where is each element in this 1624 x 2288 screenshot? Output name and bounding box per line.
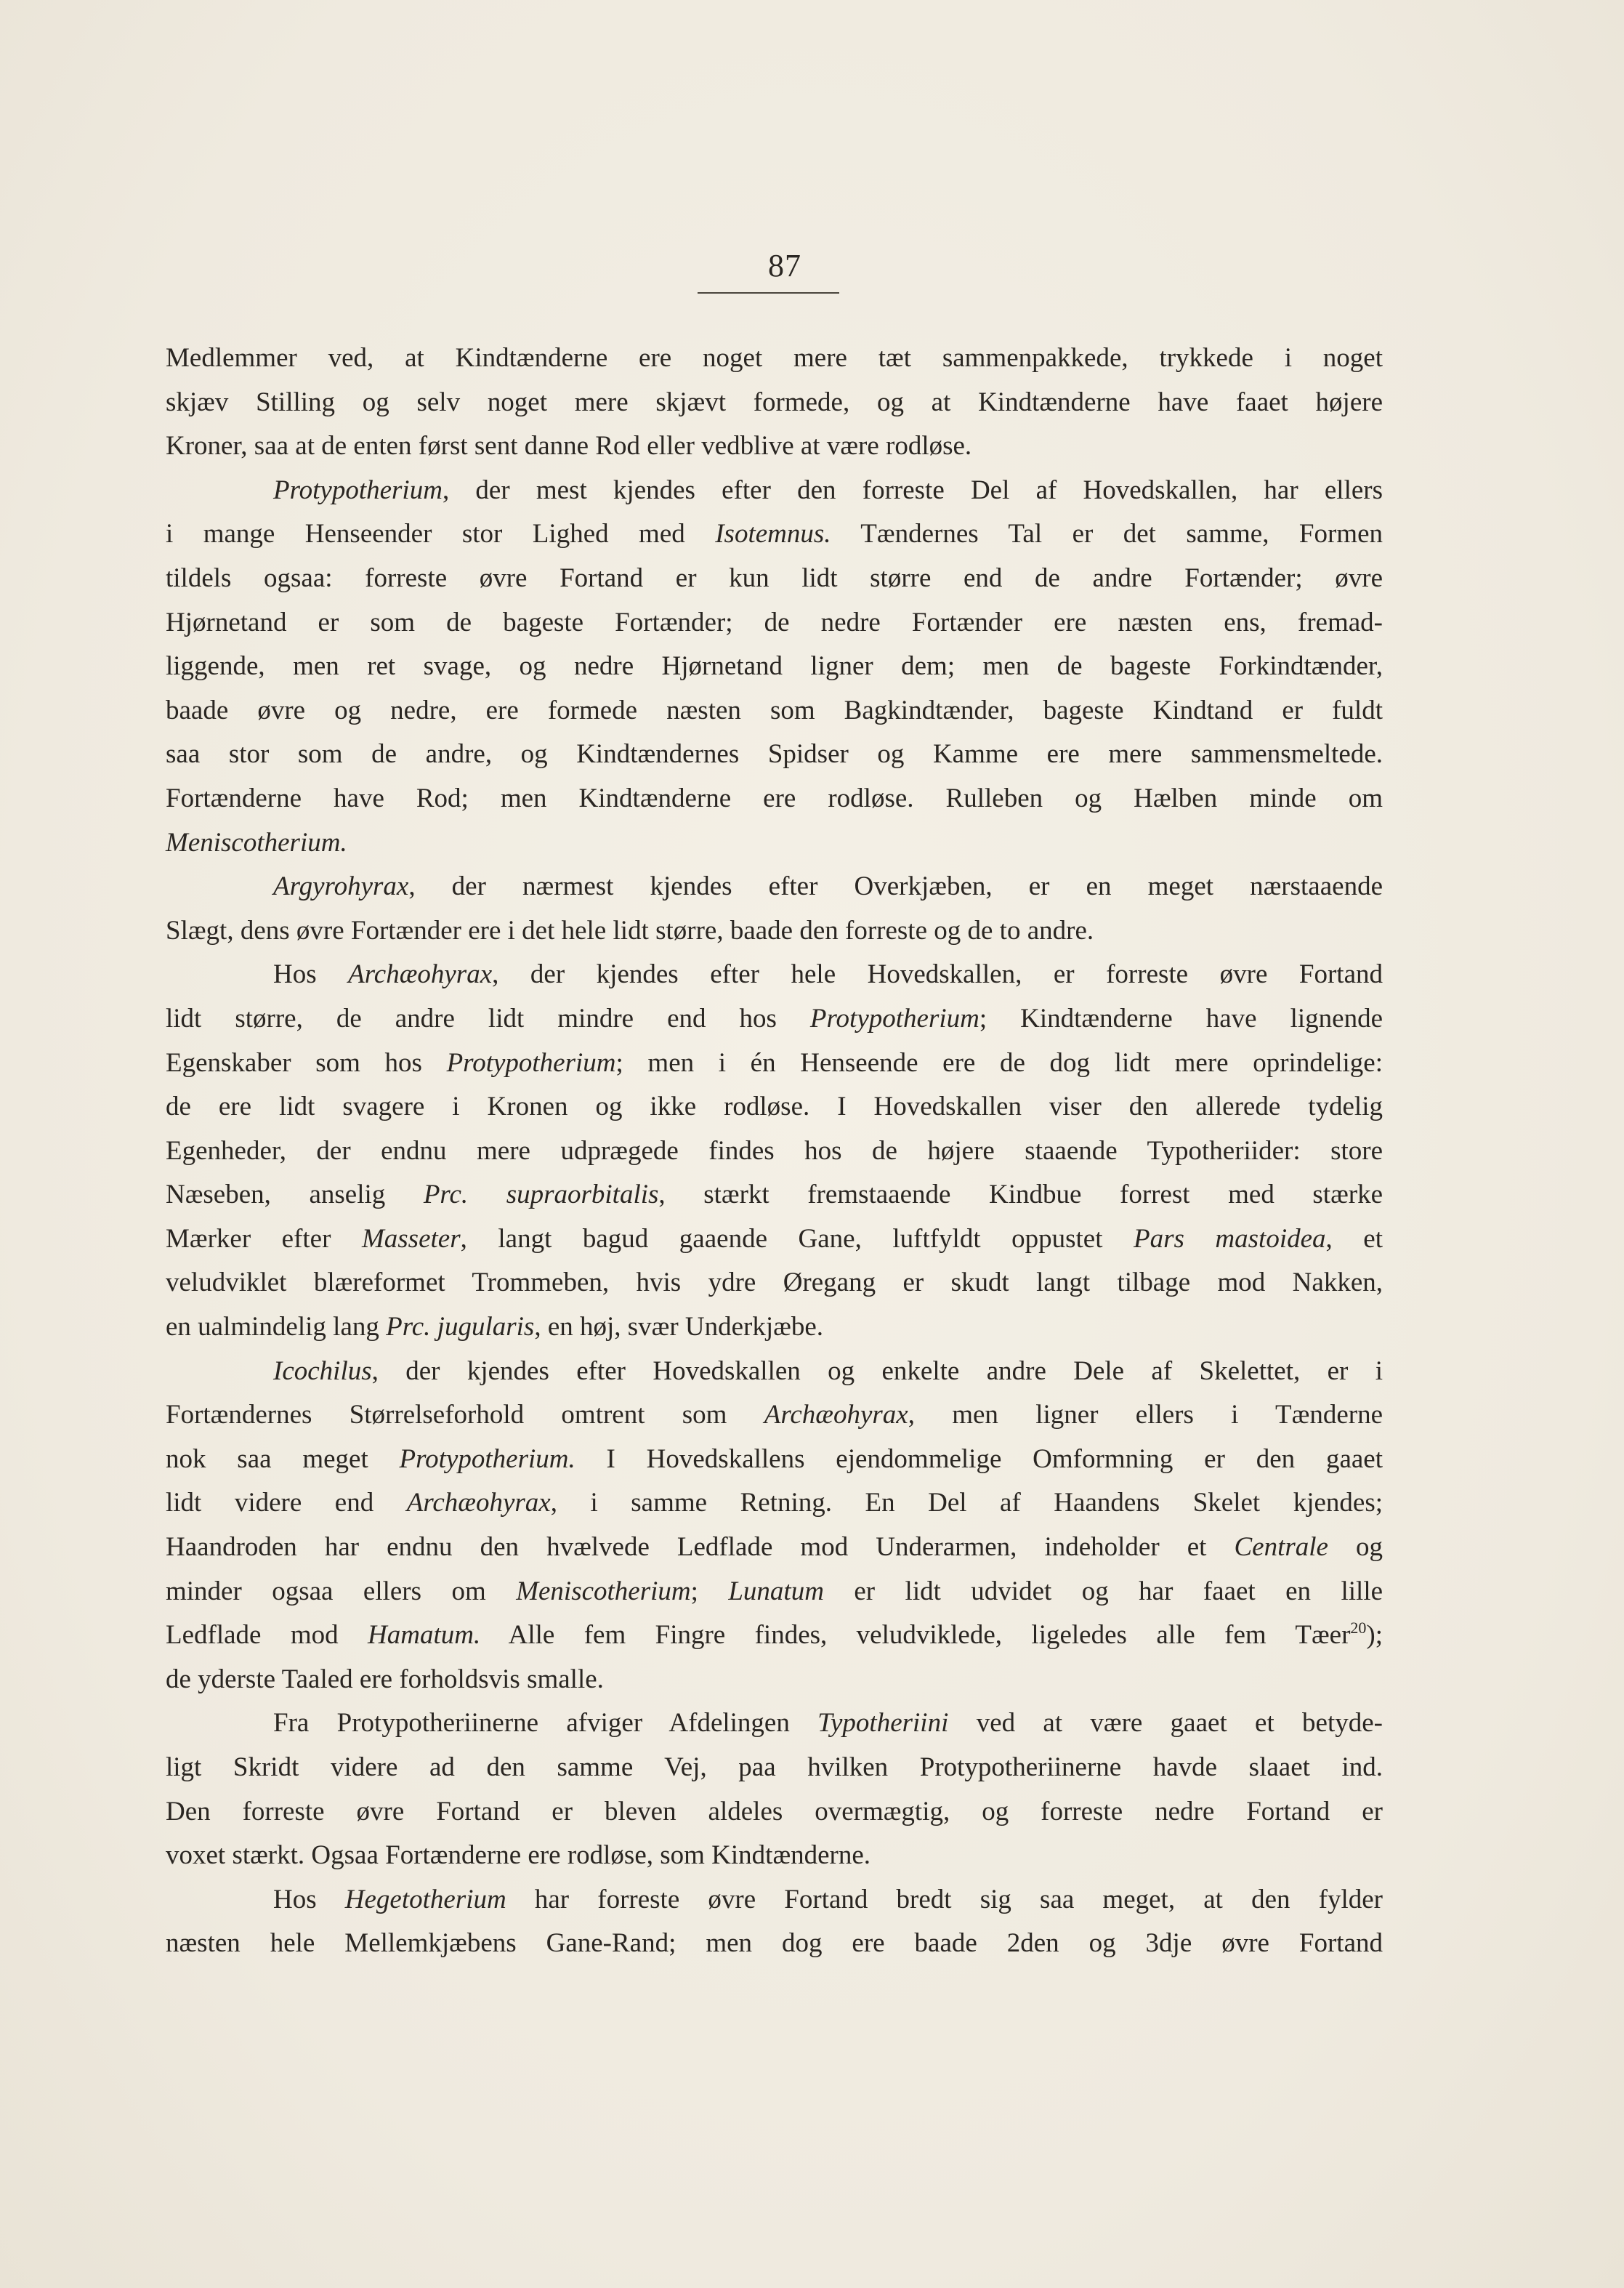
italic-term: Typotheriini <box>817 1708 949 1739</box>
text-run: lidt videre end <box>166 1488 407 1518</box>
text-run: lidt større, de andre lidt mindre end hos <box>166 1003 810 1034</box>
text-line <box>166 1350 1383 1394</box>
text-line <box>166 1658 1383 1702</box>
text-run: Alle fem Fingre findes, veludviklede, ligeledes alle fem Tæer <box>480 1620 1351 1651</box>
text-line <box>166 1393 1383 1438</box>
text-run: ; men i én Henseende ere de dog lidt mere oprindelige: <box>615 1047 1383 1078</box>
text-line <box>166 997 1383 1042</box>
text-line <box>166 1790 1383 1834</box>
text-line <box>166 601 1383 645</box>
italic-term: Masseter <box>361 1223 461 1254</box>
text-line <box>166 1746 1383 1790</box>
italic-term: Prc. supraorbitalis <box>423 1180 659 1210</box>
text-line <box>166 1878 1383 1922</box>
text-line <box>166 1305 1383 1350</box>
italic-term: Archæohyrax <box>348 959 493 990</box>
text-line <box>166 909 1383 954</box>
italic-term: Meniscotherium. <box>166 827 347 858</box>
text-run: , langt bagud gaaende Gane, luftfyldt oppustet <box>460 1223 1134 1254</box>
text-run: Den forreste øvre Fortand er bleven aldeles overmægtig, og forreste nedre Fortand er <box>166 1796 1383 1826</box>
text-run: Hos <box>273 1884 345 1914</box>
text-line <box>166 1042 1383 1086</box>
text-line <box>166 469 1383 513</box>
text-run: Fortændernes Størrelseforhold omtrent som <box>166 1400 764 1430</box>
text-line <box>166 1614 1383 1658</box>
text-line <box>166 1526 1383 1570</box>
text-run: Slægt, dens øvre Fortænder ere i det hele lidt større, baade den forreste og de to andre. <box>166 915 1094 946</box>
italic-term: Argyrohyrax <box>273 871 409 902</box>
text-line <box>166 953 1383 997</box>
italic-term: Meniscotherium <box>516 1576 691 1606</box>
text-run: veludviklet blæreformet Trommeben, hvis ydre Øregang er skudt langt tilbage mod Nakken, <box>166 1268 1383 1298</box>
text-run: Kroner, saa at de enten først sent danne Rod eller vedblive at være rodløse. <box>166 431 972 462</box>
footnote-ref: 20 <box>1350 1619 1367 1638</box>
text-line <box>166 557 1383 601</box>
text-run: ligt Skridt videre ad den samme Vej, paa hvilken Protypotheriinerne havde slaaet ind. <box>166 1752 1383 1782</box>
text-run: , men ligner ellers i Tænderne <box>908 1400 1383 1430</box>
text-line <box>166 733 1383 777</box>
text-line <box>166 1173 1383 1217</box>
text-line <box>166 865 1383 909</box>
text-run: i mange Henseender stor Lighed med <box>166 519 716 549</box>
text-run: en ualmindelig lang <box>166 1312 387 1342</box>
text-run: de yderste Taaled ere forholdsvis smalle. <box>166 1664 604 1694</box>
text-run: , i samme Retning. En Del af Haandens Skelet kjendes; <box>550 1488 1383 1518</box>
italic-term: Centrale <box>1234 1532 1328 1563</box>
text-run: , der kjendes efter Hovedskallen og enkelte andre Dele af Skelettet, er i <box>371 1356 1383 1386</box>
text-line <box>166 689 1383 733</box>
text-run: , et <box>1325 1223 1383 1254</box>
text-run: ; Kindtænderne have lignende <box>979 1003 1383 1034</box>
text-run: nok saa meget <box>166 1443 400 1474</box>
text-run: Haandroden har endnu den hvælvede Ledflade mod Underarmen, indeholder et <box>166 1532 1235 1563</box>
text-run: voxet stærkt. Ogsaa Fortænderne ere rodløse, som Kindtænderne. <box>166 1840 871 1871</box>
text-run: er lidt udvidet og har faaet en lille <box>823 1576 1383 1606</box>
text-run: Fra Protypotheriinerne afviger Afdelingen <box>273 1708 818 1739</box>
text-line <box>166 1834 1383 1878</box>
text-run: ; <box>690 1576 729 1606</box>
text-run: tildels ogsaa: forreste øvre Fortand er kun lidt større end de andre Fortænder; øvre <box>166 563 1383 593</box>
text-run: Mærker efter <box>166 1223 362 1254</box>
body-text <box>166 337 1383 1966</box>
italic-term: Prc. jugularis <box>386 1312 535 1342</box>
italic-term: Protypotherium <box>273 475 443 505</box>
text-line <box>166 1438 1383 1482</box>
text-run: saa stor som de andre, og Kindtændernes Spidser og Kamme ere mere sammensmeltede. <box>166 739 1383 770</box>
text-line <box>166 1570 1383 1614</box>
italic-term: Archæohyrax <box>406 1488 551 1518</box>
text-line <box>166 1129 1383 1174</box>
italic-term: Protypotherium. <box>399 1443 575 1474</box>
italic-term: Pars mastoidea <box>1134 1223 1326 1254</box>
italic-term: Hamatum. <box>368 1620 481 1651</box>
text-run: har forreste øvre Fortand bredt sig saa meget, at den fylder <box>506 1884 1383 1914</box>
text-run: Tændernes Tal er det samme, Formen <box>831 519 1383 549</box>
text-run: , der mest kjendes efter den forreste Del af Hovedskallen, har ellers <box>442 475 1383 505</box>
italic-term: Icochilus <box>273 1356 372 1386</box>
text-run: skjæv Stilling og selv noget mere skjævt formede, og at Kindtænderne have faaet højere <box>166 387 1383 417</box>
text-run: Fortænderne have Rod; men Kindtænderne ere rodløse. Rulleben og Hælben minde om <box>166 783 1383 813</box>
text-run: Næseben, anselig <box>166 1180 424 1210</box>
text-run: Ledflade mod <box>166 1620 368 1651</box>
text-run: og <box>1328 1532 1383 1563</box>
italic-term: Protypotherium <box>446 1047 616 1078</box>
italic-term: Hegetotherium <box>344 1884 506 1914</box>
text-run: , der kjendes efter hele Hovedskallen, er forreste øvre Fortand <box>492 959 1383 990</box>
page-number-rule <box>698 292 839 294</box>
text-run: ); <box>1366 1620 1383 1651</box>
page-number: 87 <box>768 248 801 283</box>
text-run: , stærkt fremstaaende Kindbue forrest med stærke <box>658 1180 1383 1210</box>
text-line <box>166 777 1383 821</box>
text-line <box>166 512 1383 557</box>
italic-term: Lunatum <box>728 1576 824 1606</box>
text-line <box>166 337 1383 381</box>
text-line <box>166 381 1383 425</box>
text-line <box>166 1261 1383 1305</box>
text-run: liggende, men ret svage, og nedre Hjørnetand ligner dem; men de bageste Forkindtænder, <box>166 651 1383 682</box>
text-run: , der nærmest kjendes efter Overkjæben, er en meget nærstaaende <box>408 871 1383 902</box>
text-run: Egenskaber som hos <box>166 1047 447 1078</box>
italic-term: Archæohyrax <box>764 1400 908 1430</box>
text-line <box>166 1481 1383 1526</box>
text-run: Hos <box>273 959 349 990</box>
text-line <box>166 1701 1383 1746</box>
text-run: minder ogsaa ellers om <box>166 1576 517 1606</box>
text-line <box>166 1085 1383 1129</box>
text-line <box>166 645 1383 689</box>
text-run: de ere lidt svagere i Kronen og ikke rodløse. I Hovedskallen viser den allerede tydelig <box>166 1092 1383 1122</box>
text-line <box>166 424 1383 469</box>
italic-term: Protypotherium <box>809 1003 979 1034</box>
text-run: Medlemmer ved, at Kindtænderne ere noget mere tæt sammenpakkede, trykkede i noget <box>166 343 1383 373</box>
text-line <box>166 821 1383 866</box>
text-run: næsten hele Mellemkjæbens Gane-Rand; men dog ere baade 2den og 3dje øvre Fortand <box>166 1928 1383 1959</box>
text-run: baade øvre og nedre, ere formede næsten som Bagkindtænder, bageste Kindtand er fuldt <box>166 695 1383 725</box>
text-run: Hjørnetand er som de bageste Fortænder; de nedre Fortænder ere næsten ens, fremad- <box>166 607 1383 637</box>
italic-term: Isotemnus. <box>715 519 831 549</box>
text-line <box>166 1217 1383 1262</box>
text-run: Egenheder, der endnu mere udprægede findes hos de højere staaende Typotheriider: store <box>166 1135 1383 1166</box>
text-run: I Hovedskallens ejendommelige Omformning er den gaaet <box>575 1443 1383 1474</box>
text-run: ved at være gaaet et betyde- <box>948 1708 1383 1739</box>
text-line <box>166 1922 1383 1966</box>
text-run: , en høj, svær Underkjæbe. <box>534 1312 824 1342</box>
